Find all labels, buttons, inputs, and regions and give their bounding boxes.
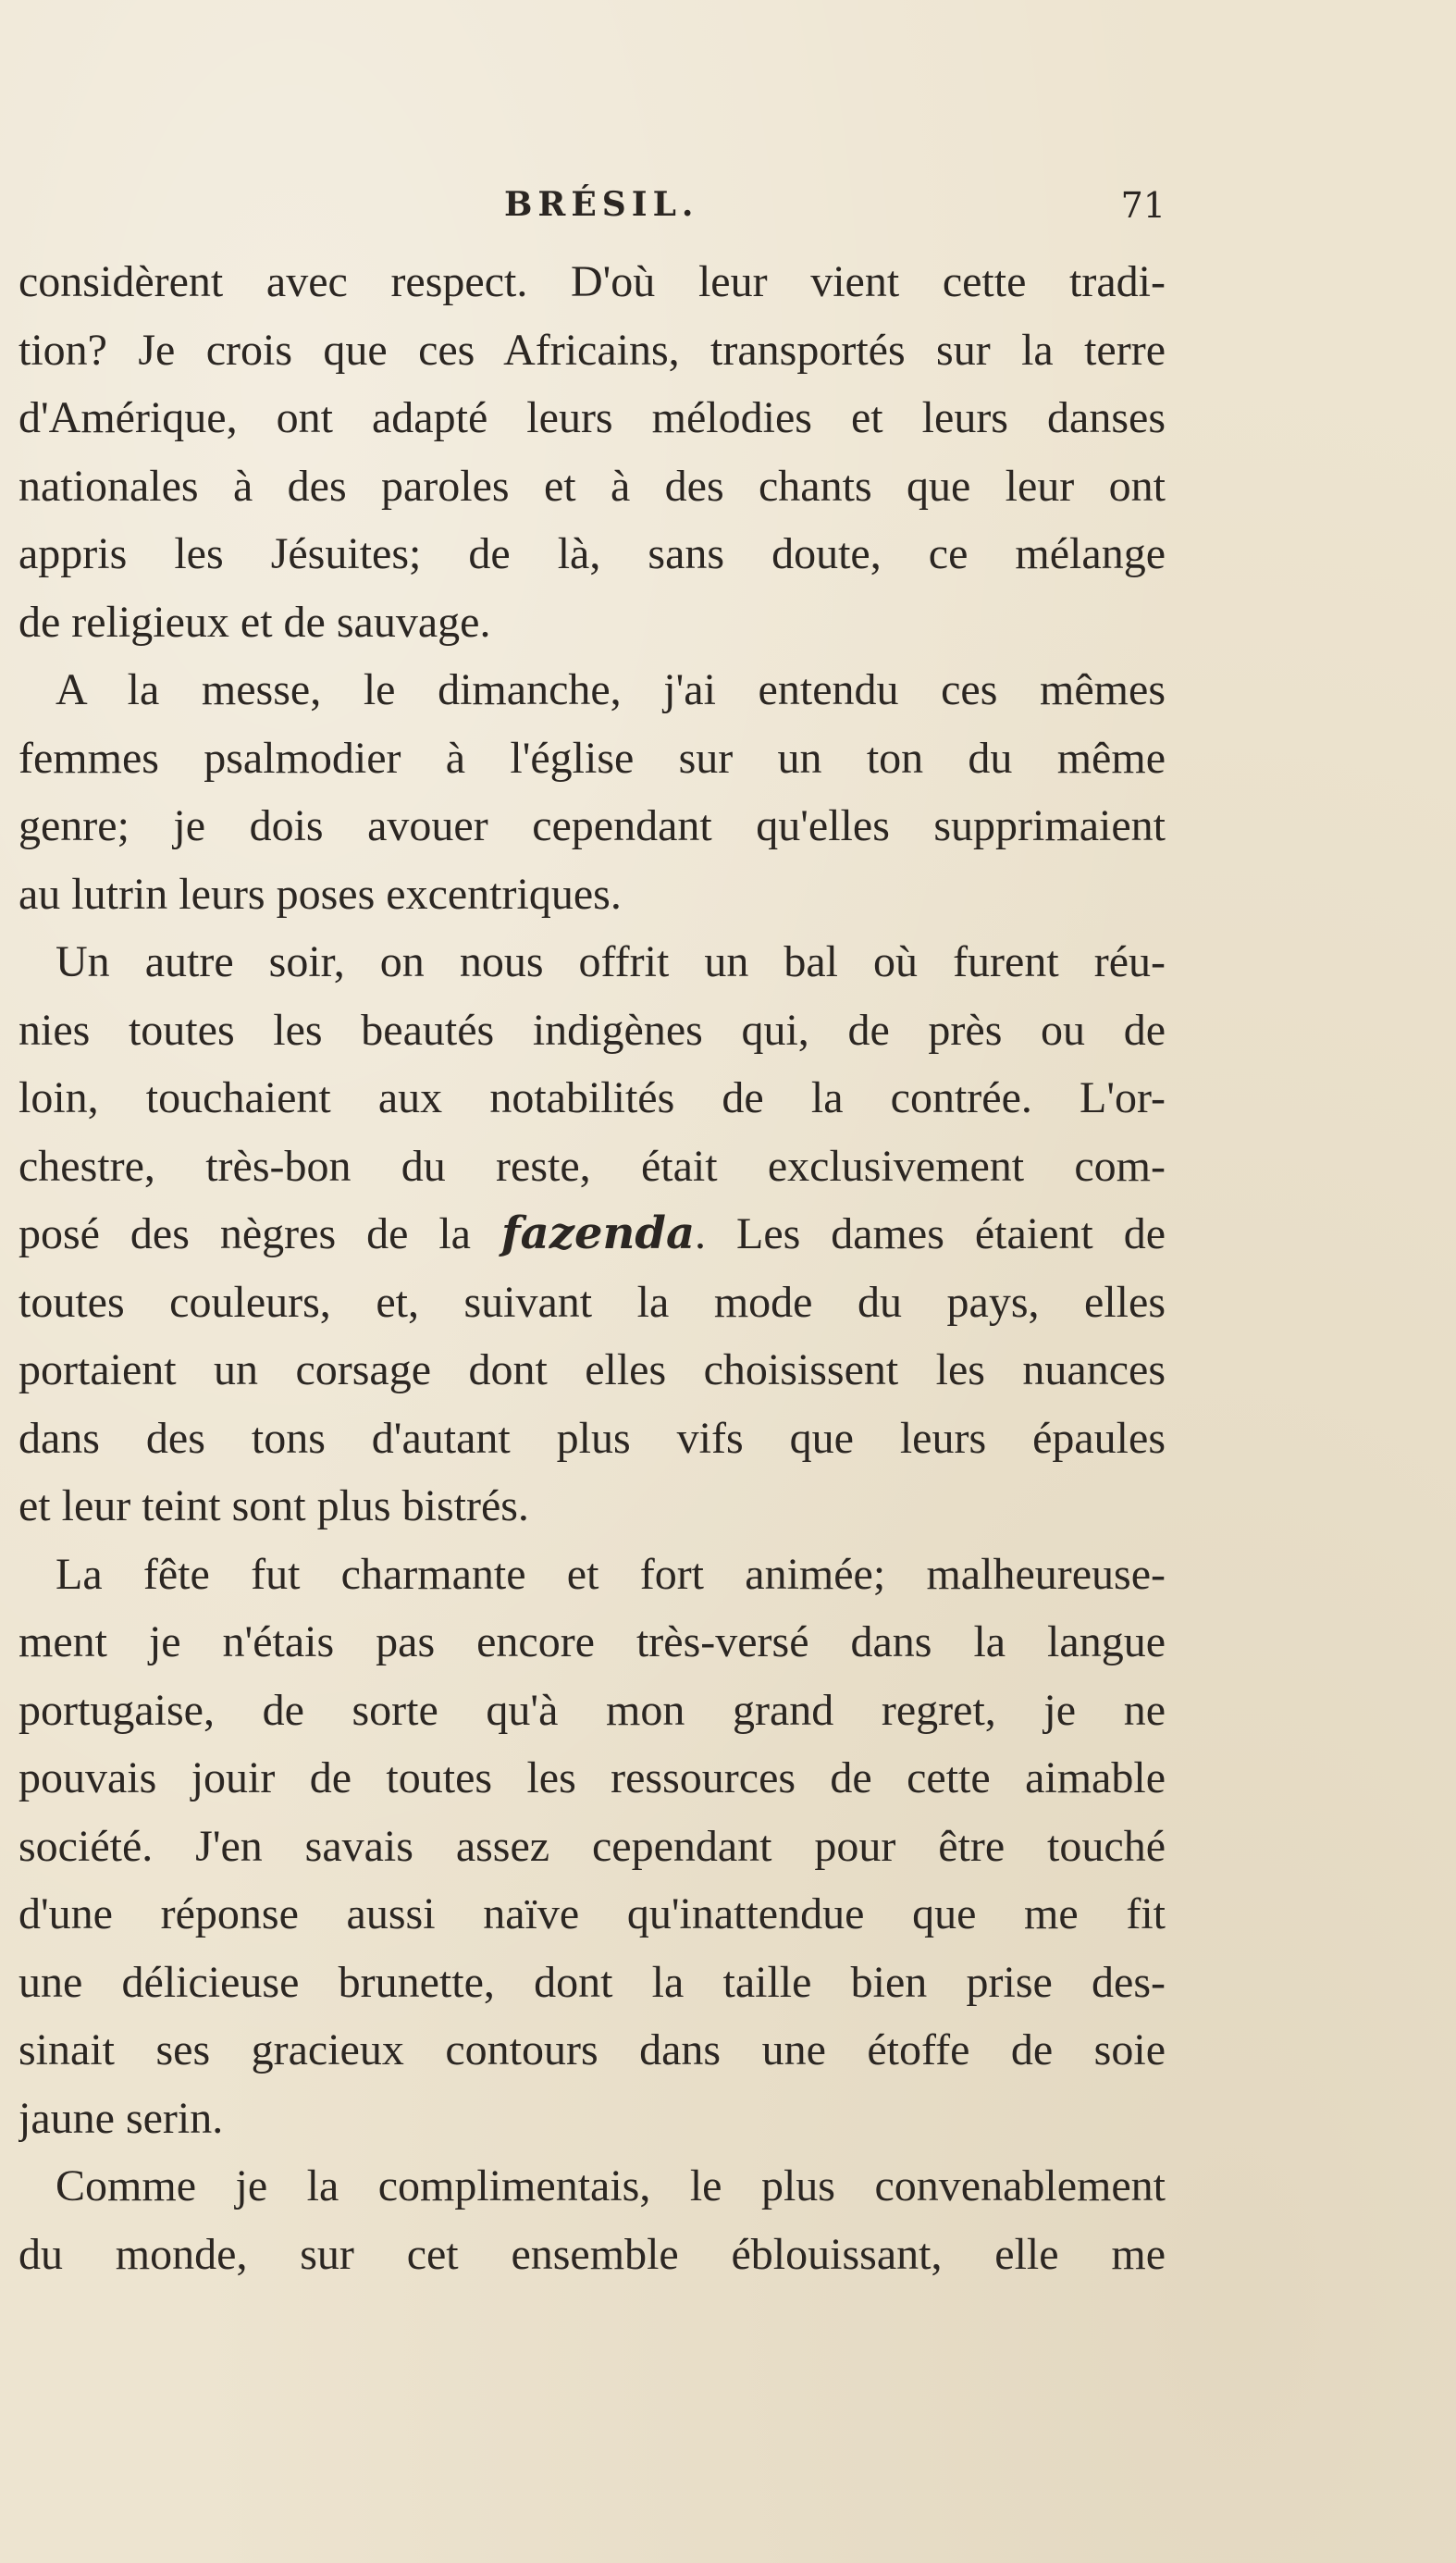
- text-line: pouvais jouir de toutes les ressources de cette aimable: [19, 1753, 1166, 1802]
- text-line: jaune serin.: [19, 2093, 224, 2143]
- text-line: nies toutes les beautés indigènes qui, de près ou de: [19, 1005, 1166, 1055]
- page-number: 71: [1120, 185, 1166, 226]
- text-line: toutes couleurs, et, suivant la mode du pays, elles: [19, 1277, 1166, 1327]
- running-title: BRÉSIL.: [504, 185, 699, 224]
- page-header: [19, 185, 1166, 241]
- text-line: La fête fut charmante et fort animée; malheureuse-: [56, 1549, 1166, 1599]
- text-line: tion? Je crois que ces Africains, transportés sur la terre: [19, 325, 1166, 375]
- text-line: sinait ses gracieux contours dans une étoffe de soie: [19, 2025, 1166, 2074]
- text-line: portaient un corsage dont elles choisissent les nuances: [19, 1345, 1166, 1394]
- paragraph: [19, 928, 1166, 1541]
- text-line: de religieux et de sauvage.: [19, 597, 491, 647]
- text-line-with-italic: [19, 1200, 1166, 1269]
- italic-term: fazenda: [500, 1207, 696, 1259]
- text-line: du monde, sur cet ensemble éblouissant, elle me: [19, 2229, 1166, 2279]
- text-line: Un autre soir, on nous offrit un bal où furent réu-: [56, 937, 1166, 986]
- text-line: d'Amérique, ont adapté leurs mélodies et leurs danses: [19, 393, 1166, 442]
- text-line: Comme je la complimentais, le plus convenablement: [56, 2161, 1166, 2210]
- paragraph: [19, 248, 1166, 656]
- text-line: ment je n'étais pas encore très-versé dans la langue: [19, 1617, 1166, 1666]
- text-line: appris les Jésuites; de là, sans doute, ce mélange: [19, 529, 1166, 578]
- text-line: chestre, très-bon du reste, était exclusivement com-: [19, 1141, 1166, 1191]
- paragraph: [19, 2152, 1166, 2288]
- paragraph: [19, 1541, 1166, 2153]
- text-line: considèrent avec respect. D'où leur vient cette tradi-: [19, 257, 1166, 306]
- text-line: femmes psalmodier à l'église sur un ton du même: [19, 733, 1166, 783]
- text-line: nationales à des paroles et à des chants que leur ont: [19, 461, 1166, 511]
- body-text: [19, 248, 1166, 2288]
- text-line: loin, touchaient aux notabilités de la contrée. L'or-: [19, 1073, 1166, 1122]
- paragraph: [19, 656, 1166, 928]
- text-line: une délicieuse brunette, dont la taille bien prise des-: [19, 1957, 1166, 2007]
- text-segment: posé des nègres de la: [19, 1209, 501, 1258]
- text-line: au lutrin leurs poses excentriques.: [19, 869, 622, 919]
- text-line: d'une réponse aussi naïve qu'inattendue que me fit: [19, 1889, 1166, 1938]
- text-line: A la messe, le dimanche, j'ai entendu ces mêmes: [56, 665, 1166, 714]
- text-segment: . Les dames étaient de: [695, 1209, 1166, 1258]
- text-line: et leur teint sont plus bistrés.: [19, 1481, 529, 1530]
- text-line: genre; je dois avouer cependant qu'elles supprimaient: [19, 801, 1166, 850]
- text-line: portugaise, de sorte qu'à mon grand regret, je ne: [19, 1685, 1166, 1735]
- text-line: dans des tons d'autant plus vifs que leurs épaules: [19, 1413, 1166, 1463]
- text-line: société. J'en savais assez cependant pour être touché: [19, 1821, 1166, 1871]
